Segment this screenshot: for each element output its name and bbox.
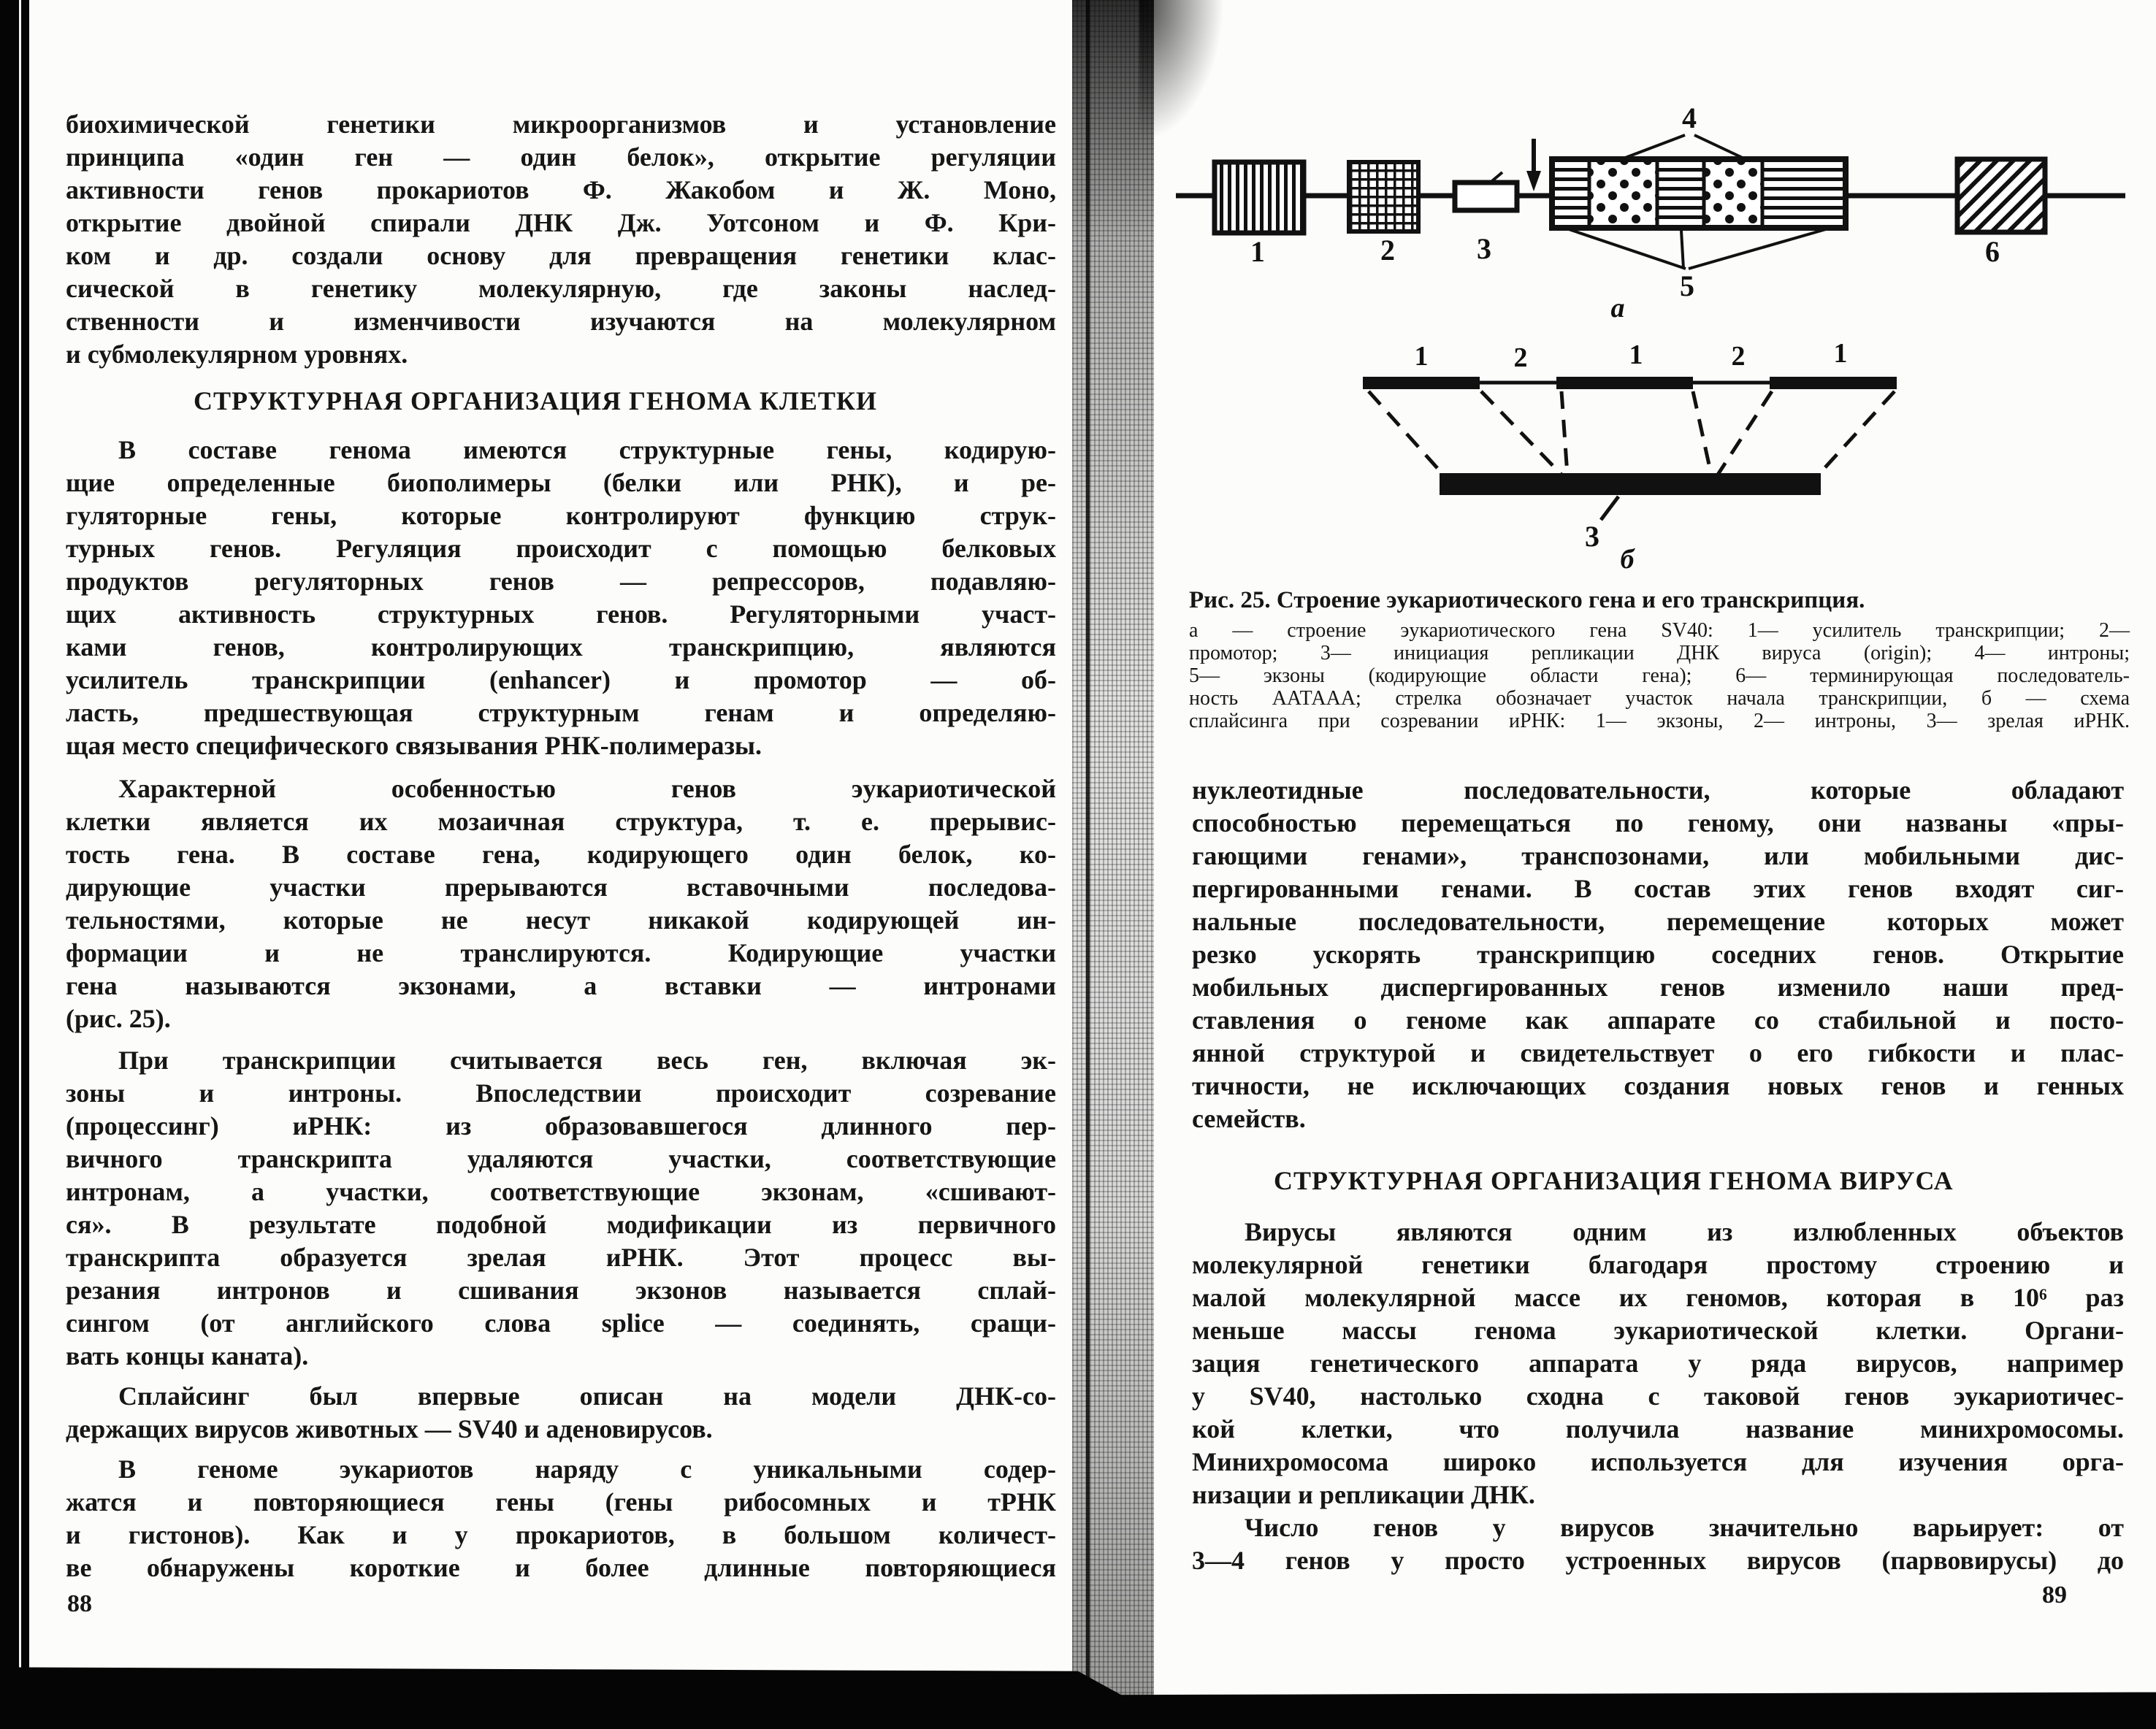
text-line: жатся и повторяющиеся гены (гены рибосомных и тРНК (66, 1487, 1056, 1517)
b-label-intron-1: 2 (1513, 342, 1528, 373)
text-line: В составе генома имеются структурные гены, кодирую- (118, 435, 1056, 464)
text-line: 3—4 генов у просто устроенных вирусов (парвовирусы) до (1192, 1546, 2124, 1575)
text-line: транскрипта образуется зрелая иРНК. Этот процесс вы- (66, 1243, 1056, 1272)
b-label-intron-2: 2 (1731, 341, 1746, 372)
paragraph (66, 1380, 1056, 1446)
gene-intron-1 (1589, 159, 1657, 228)
text-line: пергированными генами. В состав этих генов входят сиг- (1192, 874, 2124, 903)
figure-caption (1189, 586, 2130, 732)
enhancer-box (1215, 162, 1304, 233)
paragraph (66, 434, 1056, 762)
text-line: Характерной особенностью генов эукариотической (118, 774, 1056, 803)
gene-exon-1 (1552, 159, 1589, 228)
text-line: В геноме эукариотов наряду с уникальными содер- (118, 1454, 1056, 1484)
text-line: ственности и изменчивости изучаются на молекулярном (66, 307, 1056, 336)
text-line: малой молекулярной массе их геномов, которая в 10⁶ раз (1192, 1283, 2124, 1312)
text-line: низации и репликации ДНК. (1192, 1480, 1535, 1509)
right-page (1192, 774, 2124, 1577)
caption-line: сплайсинга при созревании иРНК: 1— экзоны, 2— интроны, 3— зрелая иРНК. (1189, 710, 2130, 732)
text-line: и гистонов). Как и у прокариотов, в большом количест- (66, 1520, 1056, 1549)
text-line: нальные последовательности, перемещение которых может (1192, 907, 2124, 936)
text-line: формации и не транслируются. Кодирующие участки (66, 938, 1056, 967)
label5-pointer-mid (1681, 231, 1683, 269)
mature-mrna-bar (1440, 473, 1821, 495)
caption-line: 5— экзоны (кодирующие области гена); 6— терминирующая последователь- (1189, 664, 2130, 687)
b-label-exon-2: 1 (1629, 340, 1643, 370)
text-line: способностью перемещаться по геному, они названы «пры- (1192, 808, 2124, 837)
label-enhancer: 1 (1250, 235, 1265, 268)
paragraph (1192, 1216, 2124, 1511)
label-origin: 3 (1477, 232, 1491, 265)
caption-line: промотор; 3— инициация репликации ДНК вируса (origin); 4— интроны; (1189, 642, 2130, 664)
splicing-dashed-line (1718, 391, 1772, 475)
text-line: семейств. (1192, 1104, 1306, 1133)
terminator-box (1957, 159, 2045, 232)
scan-left-black-edge (0, 0, 29, 1729)
text-line: кой клетки, что получила название минихромосомы. (1192, 1414, 2124, 1444)
part-b-label: б (1620, 544, 1635, 575)
text-line: гуляторные гены, которые контролируют функцию струк- (66, 501, 1056, 530)
left-page (66, 108, 1056, 1584)
text-line: принципа «один ген — один белок», открытие регуляции (66, 142, 1056, 172)
scan-left-edge-highlight (19, 0, 21, 1729)
label4-pointer-left (1621, 135, 1685, 159)
text-line: открытие двойной спирали ДНК Дж. Уотсоном и Ф. Кри- (66, 208, 1056, 237)
page-number-left: 88 (67, 1590, 92, 1617)
b-label-exon-1: 1 (1414, 341, 1429, 372)
text-line: вичного транскрипта удаляются участки, соответствующие (66, 1144, 1056, 1173)
text-line: Минихромосома широко используется для изучения орга- (1192, 1447, 2124, 1476)
figure-caption-title: Рис. 25. Строение эукариотического гена и его транскрипция. (1189, 587, 1865, 613)
origin-box (1455, 183, 1517, 210)
text-line: зоны и интроны. Впоследствии происходит созревание (66, 1078, 1056, 1108)
text-line: нуклеотидные последовательности, которые обладают (1192, 775, 2124, 805)
text-line: При транскрипции считывается весь ген, включая эк- (118, 1046, 1056, 1075)
paragraph (1192, 774, 2124, 1135)
text-line: Сплайсинг был впервые описан на модели ДНК-со- (118, 1381, 1056, 1411)
text-line: сингом (от английского слова splice — соединять, сращи- (66, 1308, 1056, 1338)
text-line: зация генетического аппарата у ряда вирусов, например (1192, 1349, 2124, 1378)
page-number-right: 89 (2042, 1582, 2067, 1609)
label3-pointer (1601, 497, 1618, 520)
text-line: гающими генами», транспозонами, или мобильными дис- (1192, 841, 2124, 870)
paragraph (66, 773, 1056, 1035)
splicing-dashed-line (1693, 391, 1711, 475)
text-line: ласть, предшествующая структурным генам и определяю- (66, 698, 1056, 727)
label5-pointer-left (1569, 229, 1686, 269)
label-introns: 4 (1682, 101, 1697, 134)
text-line: Число генов у вирусов значительно варьирует: от (1245, 1513, 2124, 1542)
label-terminator: 6 (1985, 235, 2000, 268)
b-label-exon-3: 1 (1833, 338, 1848, 369)
transcription-arrow-head (1526, 171, 1541, 191)
figure-caption-body (1189, 619, 2130, 732)
text-line: ся». В результате подобной модификации из первичного (66, 1210, 1056, 1239)
text-line: ставления о геноме как аппарате со стабильной и посто- (1192, 1005, 2124, 1035)
text-line: молекулярной генетики благодаря простому строению и (1192, 1250, 2124, 1279)
paragraph (66, 108, 1056, 371)
text-line: янной структурой и свидетельствует о его гибкости и плас- (1192, 1038, 2124, 1067)
text-line: щие определенные биополимеры (белки или РНК), и ре- (66, 468, 1056, 497)
gene-exon-2 (1657, 159, 1704, 228)
text-line: продуктов регуляторных генов — репрессоров, подавляю- (66, 567, 1056, 596)
text-line: (процессинг) иРНК: из образовавшегося длинного пер- (66, 1111, 1056, 1140)
paragraph (1192, 1511, 2124, 1577)
part-a-label: а (1610, 293, 1625, 323)
exon-bar-1 (1363, 377, 1480, 389)
b-label-mrna: 3 (1585, 520, 1599, 553)
text-line: ком и др. создали основу для превращения генетики клас- (66, 241, 1056, 270)
text-line: турных генов. Регуляция происходит с помощью белковых (66, 534, 1056, 563)
text-line: щих активность структурных генов. Регуляторными участ- (66, 599, 1056, 629)
text-line: резания интронов и сшивания экзонов называется сплай- (66, 1276, 1056, 1305)
exon-bar-3 (1770, 377, 1897, 389)
text-line: тость гена. В составе гена, кодирующего один белок, ко- (66, 840, 1056, 869)
section-heading-genome-cell: СТРУКТУРНАЯ ОРГАНИЗАЦИЯ ГЕНОМА КЛЕТКИ (194, 386, 877, 415)
label4-pointer-right (1694, 135, 1746, 159)
text-line: держащих вирусов животных — SV40 и аденовирусов. (66, 1414, 713, 1444)
text-line: сической в генетику молекулярную, где законы наслед- (66, 274, 1056, 303)
scan-bottom-black-band (0, 1663, 2156, 1729)
text-line: вать концы каната). (66, 1341, 309, 1370)
text-line: мобильных диспергированных генов изменило наши пред- (1192, 973, 2124, 1002)
text-line: гена называются экзонами, а вставки — интронами (66, 971, 1056, 1000)
paragraph (66, 1453, 1056, 1584)
label5-pointer-right (1689, 229, 1826, 269)
text-line: щая место специфического связывания РНК-полимеразы. (66, 731, 762, 760)
text-line: тичности, не исключающих создания новых генов и генных (1192, 1071, 2124, 1100)
gene-exon-3 (1762, 159, 1846, 228)
section-heading-genome-virus: СТРУКТУРНАЯ ОРГАНИЗАЦИЯ ГЕНОМА ВИРУСА (1274, 1166, 1954, 1195)
text-line: биохимической генетики микроорганизмов и установление (66, 110, 1056, 139)
text-line: резко ускорять транскрипцию соседних генов. Открытие (1192, 940, 2124, 969)
caption-line: а — строение эукариотического гена SV40: 1— усилитель транскрипции; 2— (1189, 619, 2130, 642)
promoter-box (1349, 162, 1418, 231)
label-promoter: 2 (1380, 234, 1395, 267)
text-line: Вирусы являются одним из излюбленных объектов (1245, 1217, 2124, 1246)
figure-25-gene-structure (1139, 73, 2133, 584)
text-line: ве обнаружены короткие и более длинные повторяющиеся (66, 1553, 1056, 1582)
label-exons: 5 (1680, 269, 1694, 302)
exon-bar-2 (1556, 377, 1693, 389)
text-line: интронам, а участки, соответствующие экзонам, «сшивают- (66, 1177, 1056, 1206)
text-line: меньше массы генома эукариотической клетки. Органи- (1192, 1316, 2124, 1345)
splicing-dashed-line (1369, 391, 1443, 475)
text-line: и субмолекулярном уровнях. (66, 340, 408, 369)
caption-line: ность ААТААА; стрелка обозначает участок начала транскрипции, б — схема (1189, 687, 2130, 710)
text-line: клетки является их мозаичная структура, т. е. прерывис- (66, 807, 1056, 836)
text-line: активности генов прокариотов Ф. Жакобом и Ж. Моно, (66, 175, 1056, 204)
text-line: у SV40, настолько сходна с таковой генов эукариотичес- (1192, 1381, 2124, 1411)
splicing-dashed-line (1561, 391, 1567, 475)
text-line: (рис. 25). (66, 1004, 171, 1033)
splicing-dashed-line (1481, 391, 1561, 475)
text-line: ками генов, контролирующих транскрипцию, являются (66, 632, 1056, 662)
text-line: усилитель транскрипции (enhancer) и промотор — об- (66, 665, 1056, 694)
gutter-crease-line (1086, 0, 1090, 1729)
text-line: дирующие участки прерываются вставочными последова- (66, 873, 1056, 902)
paragraph (66, 1044, 1056, 1373)
text-line: тельностями, которые не несут никакой кодирующей ин- (66, 905, 1056, 935)
gene-intron-2 (1704, 159, 1762, 228)
splicing-dashed-line (1819, 391, 1895, 475)
